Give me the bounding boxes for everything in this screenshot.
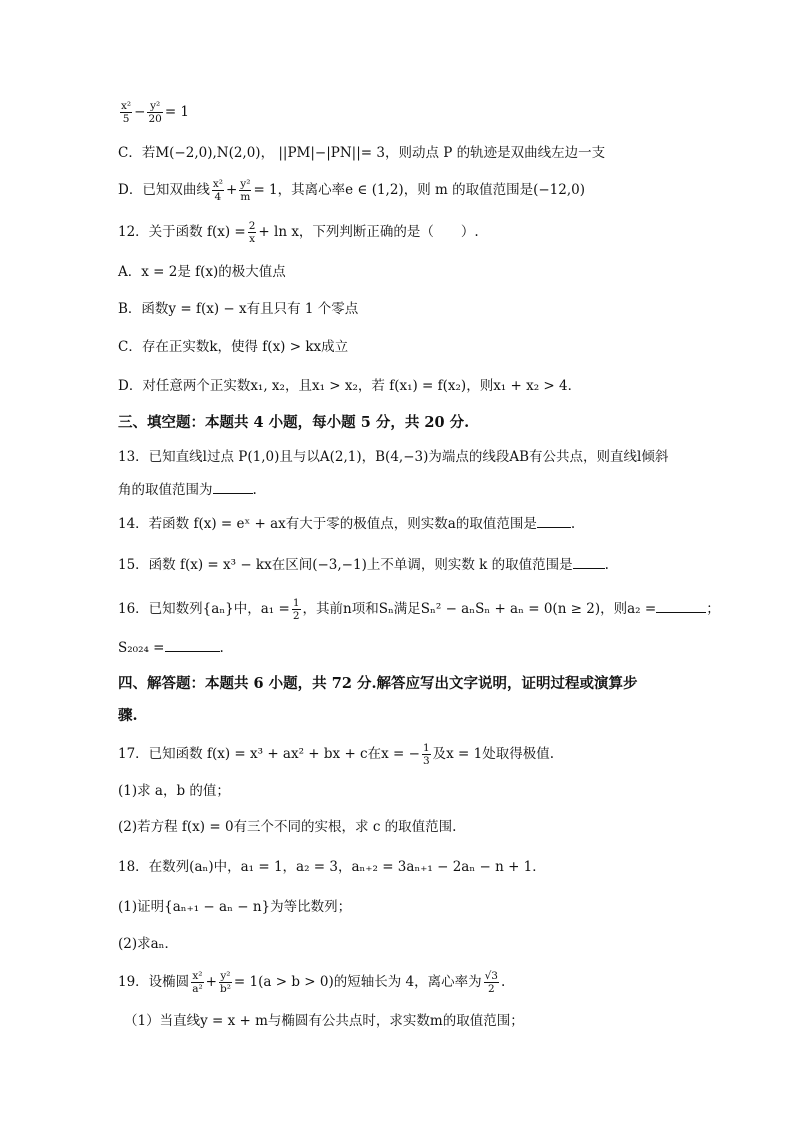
question-17-part-2: (2)若方程 f(x) = 0有三个不同的实根，求 c 的取值范围. (118, 819, 457, 835)
answer-blank (537, 515, 571, 528)
question-16: 16．已知数列{aₙ}中，a₁ = $\frac{1}{2}$ ，其前n项和Sₙ满足Sₙ² − aₙSₙ + aₙ = 0(n ≥ 2)，则a₂ = ； (118, 597, 720, 622)
fraction: $\frac{\text{y²}}{20}$ (148, 100, 162, 125)
question-17-part-1: (1)求 a，b 的值； (118, 783, 230, 799)
question-13-line-1: 13．已知直线l过点 P(1,0)且与以A(2,1)，B(4,−3)为端点的线段AB有公共点，则直线l倾斜 (118, 449, 669, 465)
answer-blank (656, 600, 706, 613)
fraction: $\frac{\text{x²}}{4}$ (212, 178, 223, 203)
question-15: 15．函数 f(x) = x³ − kx在区间(−3,−1)上不单调，则实数 k 的取值范围是 . (118, 557, 609, 573)
fraction: $\frac{√3}{2}$ (484, 970, 498, 995)
q12-option-a: A．x = 2是 f(x)的极大值点 (118, 264, 286, 280)
question-19: 19．设椭圆 $\frac{\text{x²}}{\text{a²}}$ + $\frac{\text{y²}}{\text{b²}}$ = 1(a > b > 0)的短轴长为 4，离心率为 $\frac{√3}{2}$ . (118, 970, 506, 995)
fraction: $\frac{\text{y²}}{m}$ (240, 178, 251, 203)
option-b-continuation: $\frac{\text{x²}}{5}$ − $\frac{\text{y²}}{20}$ = 1 (121, 100, 190, 125)
q12-option-b: B．函数y = f(x) − x有且只有 1 个零点 (118, 301, 359, 317)
question-18-part-2: (2)求aₙ． (118, 936, 179, 952)
section-4-heading: 四、解答题：本题共 6 小题，共 72 分.解答应写出文字说明，证明过程或演算步 (118, 675, 638, 692)
section-3-heading: 三、填空题：本题共 4 小题，每小题 5 分，共 20 分. (118, 414, 470, 431)
question-18: 18．在数列(aₙ)中，a₁ = 1，a₂ = 3，aₙ₊₂ = 3aₙ₊₁ − 2aₙ − n + 1． (118, 859, 546, 875)
fraction: $\frac{1}{3}$ (422, 742, 430, 767)
answer-blank (573, 556, 605, 569)
q12-option-c: C．存在正实数k，使得 f(x) > kx成立 (118, 339, 349, 355)
question-18-part-1: (1)证明{aₙ₊₁ − aₙ − n}为等比数列； (118, 899, 352, 915)
section-4-heading-cont: 骤. (118, 707, 138, 724)
fraction: $\frac{\text{x²}}{\text{a²}}$ (192, 970, 203, 995)
question-14: 14．若函数 f(x) = eˣ + ax有大于零的极值点，则实数a的取值范围是 . (118, 516, 576, 532)
answer-blank (213, 481, 253, 494)
answer-blank (165, 639, 220, 652)
question-12: 12．关于函数 f(x) = $\frac{2}{x}$ + ln x，下列判断正确的是（ ）. (118, 220, 479, 245)
question-19-part-1: （1）当直线y = x + m与椭圆有公共点时，求实数m的取值范围； (124, 1013, 524, 1029)
q12-option-d: D．对任意两个正实数x₁, x₂，且x₁ > x₂，若 f(x₁) = f(x₂)，则x₁ + x₂ > 4． (118, 378, 582, 394)
question-13-line-2: 角的取值范围为 . (118, 482, 257, 498)
fraction: $\frac{1}{2}$ (292, 597, 300, 622)
option-d: D．已知双曲线 $\frac{\text{x²}}{4}$ + $\frac{\text{y²}}{m}$ = 1，其离心率e ∈ (1,2)，则 m 的取值范围是(−12,0) (118, 178, 585, 203)
question-17: 17．已知函数 f(x) = x³ + ax² + bx + c在x = − $\frac{1}{3}$ 及x = 1处取得极值. (118, 742, 555, 767)
fraction: $\frac{\text{y²}}{\text{b²}}$ (219, 970, 231, 995)
option-c: C．若M(−2,0),N(2,0)， ||PM|−|PN||= 3，则动点 P 的轨迹是双曲线左边一支 (118, 145, 606, 161)
fraction: $\frac{\text{x²}}{5}$ (121, 100, 132, 125)
fraction: $\frac{2}{x}$ (248, 220, 256, 245)
question-16-line-2: S₂₀₂₄ = . (118, 640, 224, 656)
